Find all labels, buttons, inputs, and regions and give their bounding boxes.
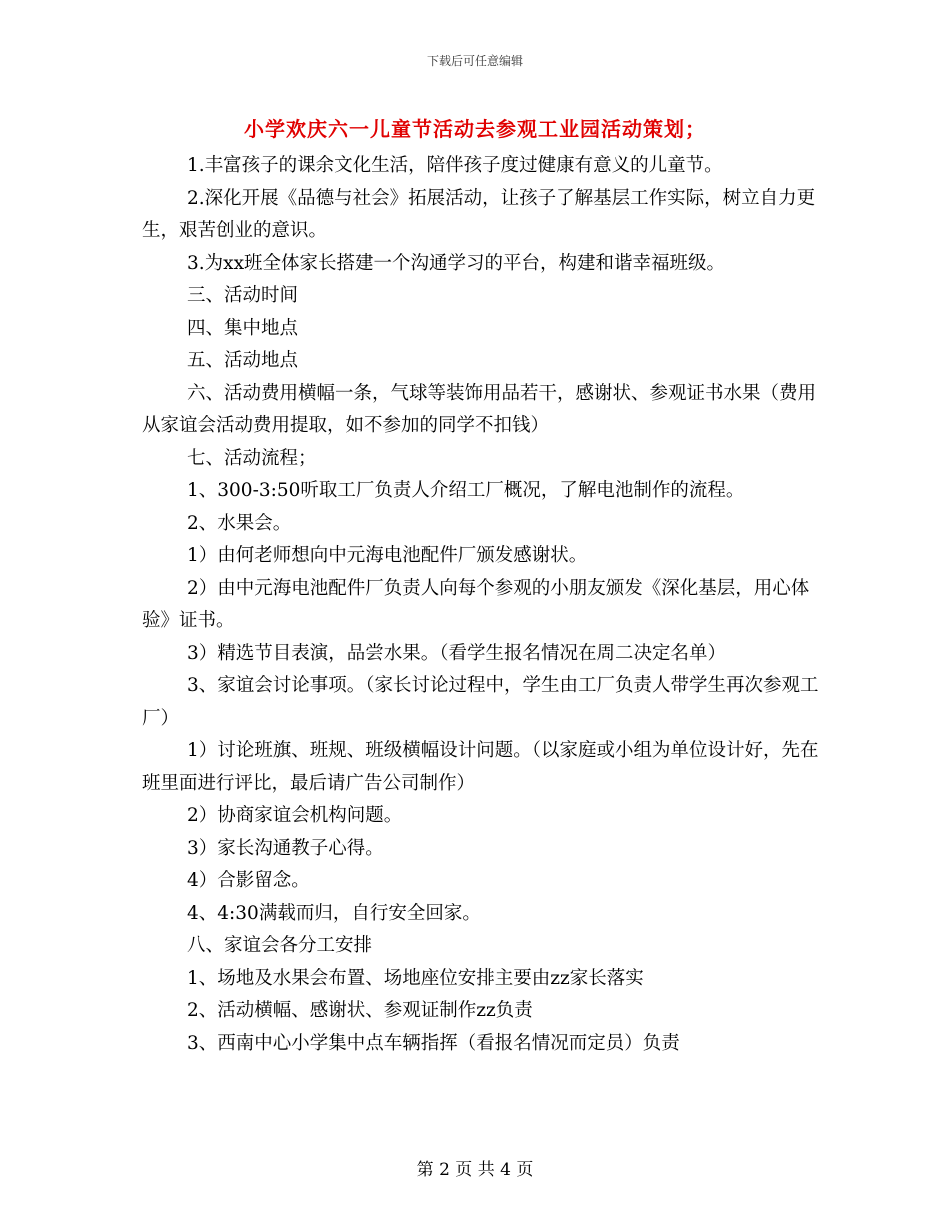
page-number: 第 2 页 共 4 页 bbox=[416, 1160, 534, 1180]
paragraph: 三、活动时间 bbox=[187, 285, 299, 306]
paragraph: 2、水果会。 bbox=[187, 512, 292, 534]
paragraph: 七、活动流程； bbox=[187, 447, 317, 469]
paragraph: 1.丰富孩子的课余文化生活，陪伴孩子度过健康有意义的儿童节。 bbox=[187, 155, 723, 176]
paragraph: 2）由中元海电池配件厂负责人向每个参观的小朋友颁发《深化基层，用心体验》证书。 bbox=[142, 577, 810, 631]
paragraph: 1、场地及水果会布置、场地座位安排主要由zz家长落实 bbox=[187, 967, 644, 989]
paragraph: 1）讨论班旗、班规、班级横幅设计问题。（以家庭或小组为单位设计好，先在班里面进行评比，最后请广告公司制作） bbox=[142, 740, 819, 794]
paragraph: 4）合影留念。 bbox=[187, 870, 310, 891]
paragraph: 四、集中地点 bbox=[187, 317, 299, 339]
paragraph: 3.为xx班全体家长搭建一个沟通学习的平台，构建和谐幸福班级。 bbox=[187, 252, 726, 274]
paragraph: 2）协商家谊会机构问题。 bbox=[187, 805, 403, 826]
paragraph: 1）由何老师想向中元海电池配件厂颁发感谢状。 bbox=[187, 545, 588, 566]
document-body bbox=[142, 150, 822, 1060]
paragraph: 八、家谊会各分工安排 bbox=[187, 935, 373, 956]
paragraph: 3、西南中心小学集中点车辆指挥（看报名情况而定员）负责 bbox=[187, 1032, 680, 1054]
paragraph: 4、4:30满载而归，自行安全回家。 bbox=[187, 902, 481, 924]
page-header-note: 下载后可任意编辑 bbox=[426, 54, 523, 68]
paragraph: 五、活动地点 bbox=[187, 350, 299, 371]
paragraph: 3）精选节目表演，品尝水果。（看学生报名情况在周二决定名单） bbox=[187, 642, 727, 664]
paragraph: 六、活动费用横幅一条，气球等装饰用品若干，感谢状、参观证书水果（费用从家谊会活动费用提取，如不参加的同学不扣钱） bbox=[142, 382, 817, 436]
paragraph: 3、家谊会讨论事项。（家长讨论过程中，学生由工厂负责人带学生再次参观工厂） bbox=[142, 675, 819, 729]
document-title: 小学欢庆六一儿童节活动去参观工业园活动策划； bbox=[244, 117, 706, 141]
paragraph: 2、活动横幅、感谢状、参观证制作zz负责 bbox=[187, 1000, 533, 1021]
paragraph: 3）家长沟通教子心得。 bbox=[187, 837, 384, 859]
paragraph: 2.深化开展《品德与社会》拓展活动，让孩子了解基层工作实际，树立自力更生，艰苦创业的意识。 bbox=[142, 187, 816, 241]
paragraph: 1、300-3:50听取工厂负责人介绍工厂概况，了解电池制作的流程。 bbox=[187, 480, 745, 501]
